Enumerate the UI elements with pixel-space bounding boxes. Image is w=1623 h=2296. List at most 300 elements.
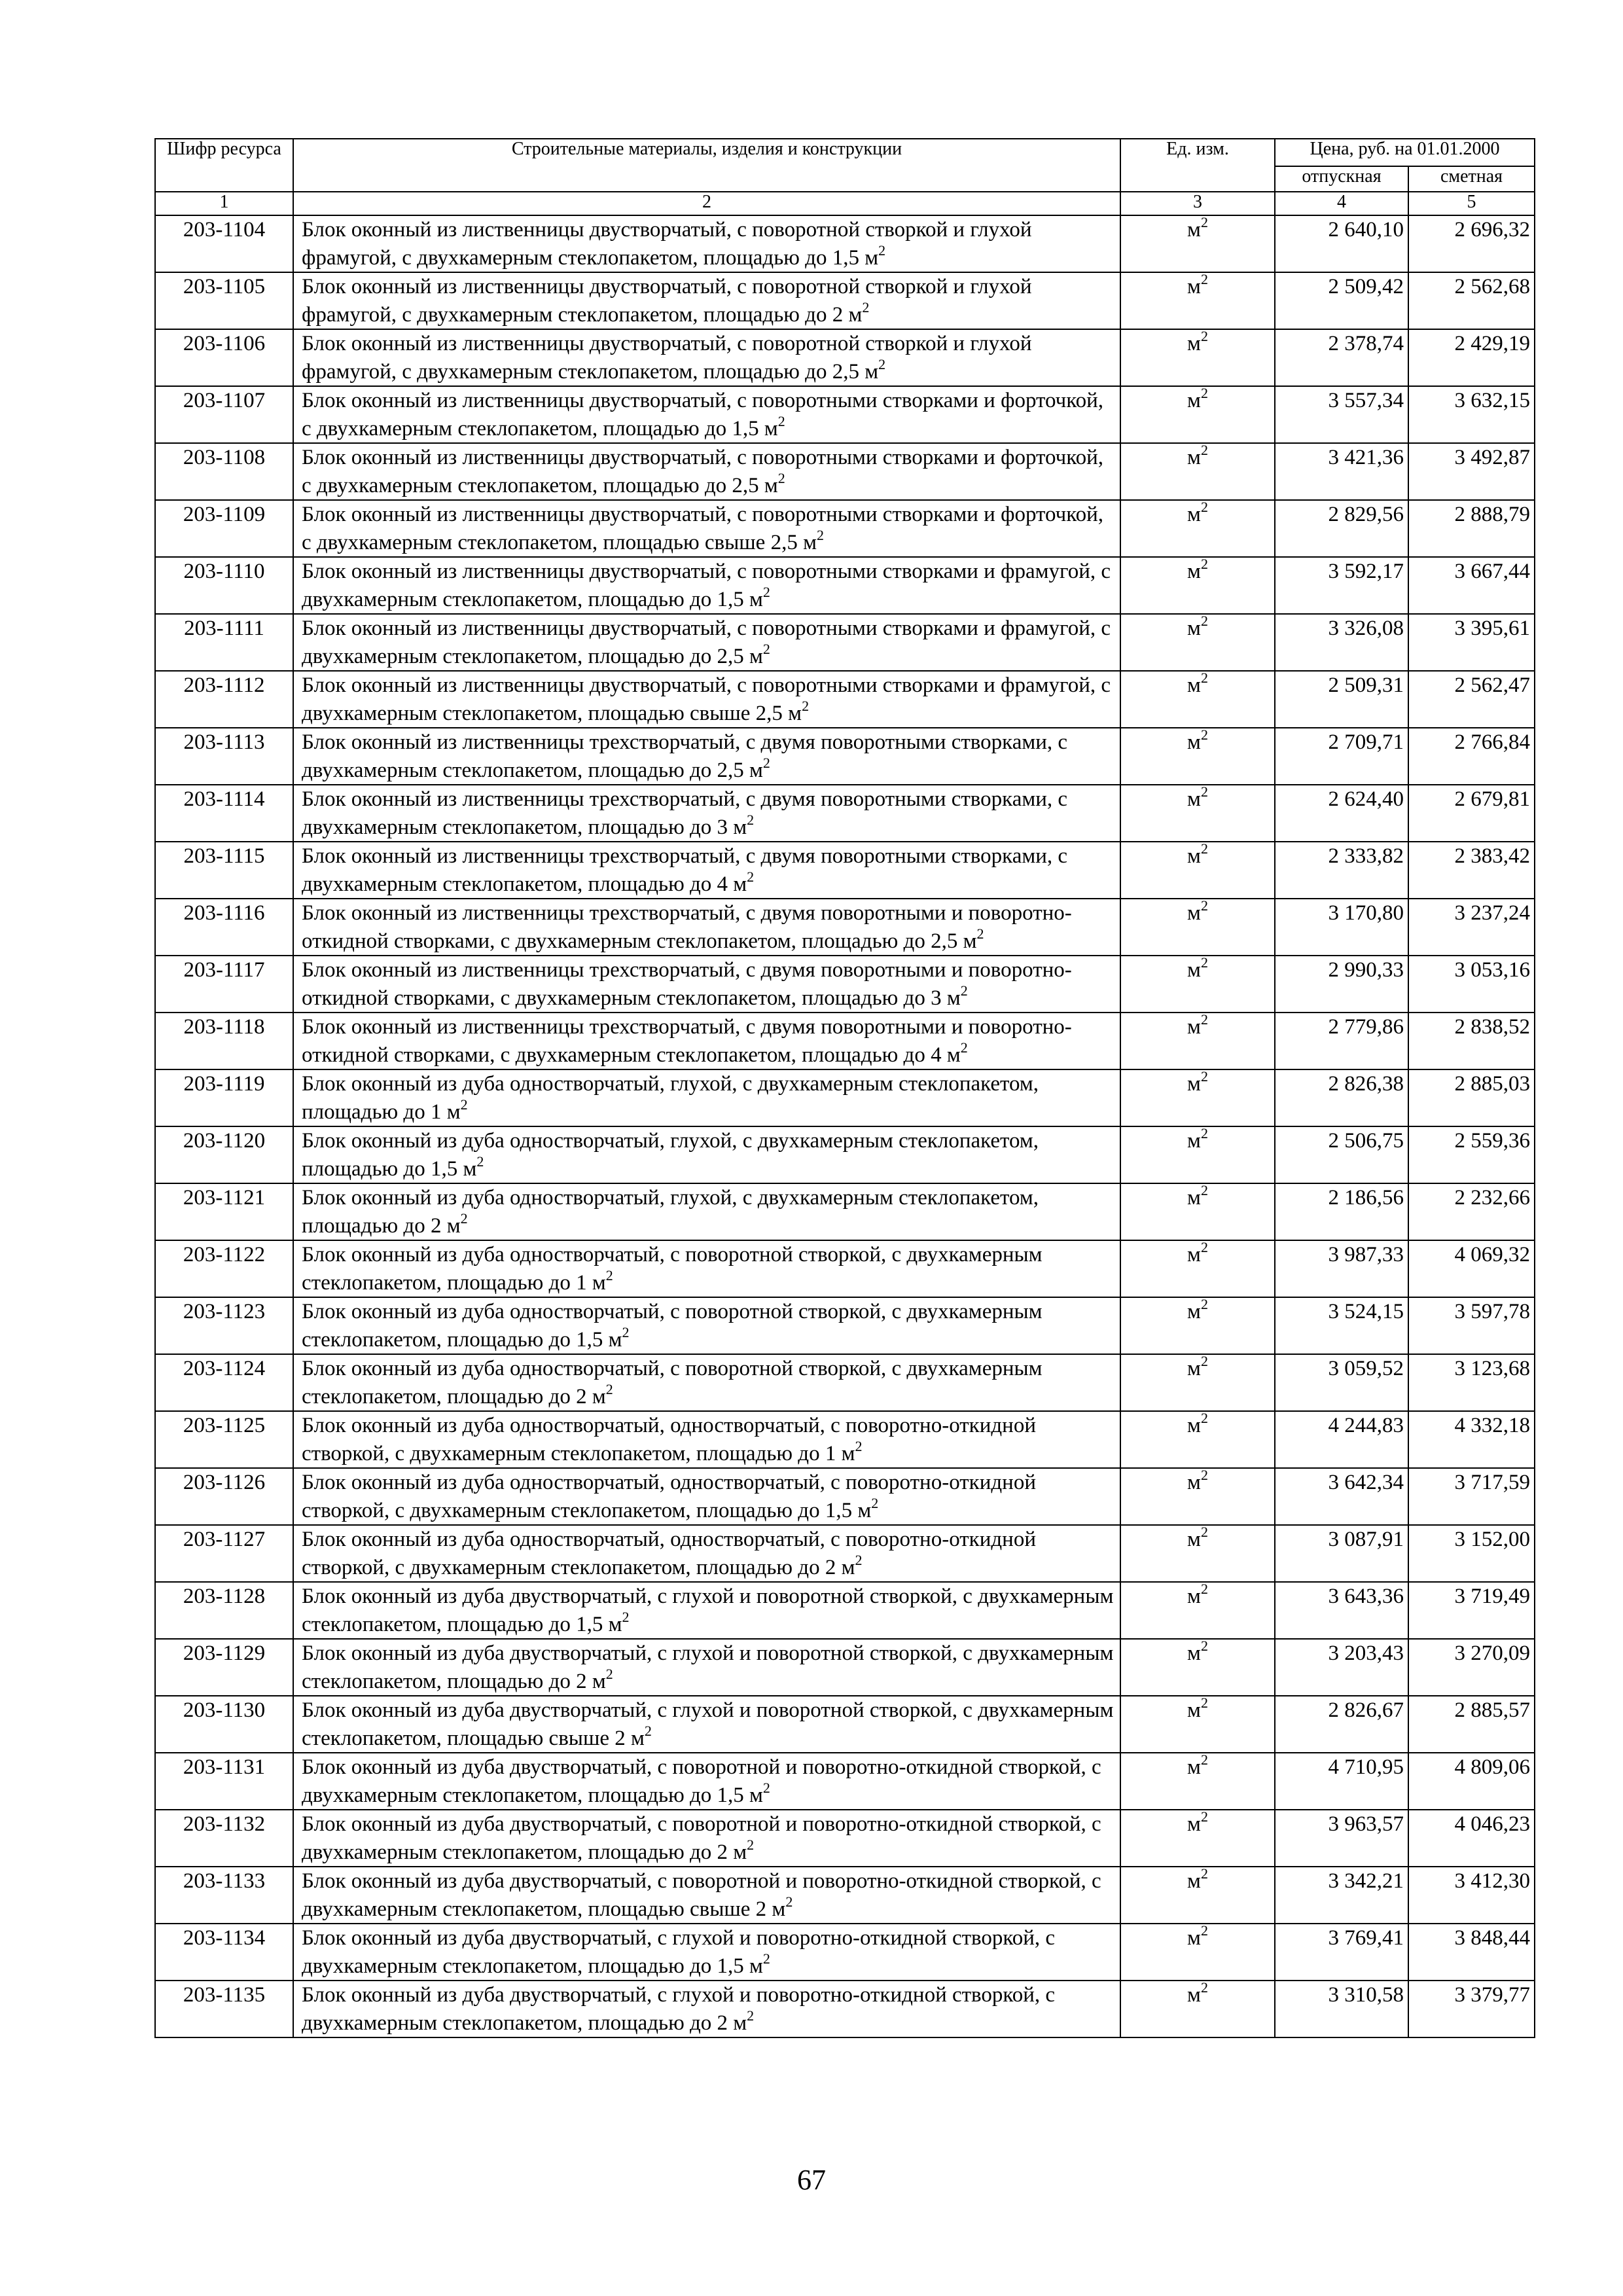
resource-code: 203-1126 [155,1468,293,1525]
price-estimate: 3 667,44 [1408,557,1535,614]
unit-cell [1120,386,1275,443]
price-estimate: 3 395,61 [1408,614,1535,671]
unit-text: м [1187,503,1201,526]
material-description [293,956,1120,1013]
unit-superscript: 2 [1200,1239,1208,1255]
table-row [155,1753,1535,1810]
area-unit-superscript: 2 [777,412,785,429]
price-release: 2 509,42 [1275,272,1408,329]
unit-cell [1120,1126,1275,1183]
unit-text: м [1187,1414,1201,1437]
description-text: Блок оконный из лиственницы двустворчатый, с поворотной створкой и глухой фрамугой, с двухкамерным стеклопакетом, площадью до 1,5 м [302,218,1032,270]
table-row [155,386,1535,443]
unit-cell [1120,1069,1275,1126]
price-estimate: 3 270,09 [1408,1639,1535,1696]
unit-superscript: 2 [1200,1296,1208,1312]
material-description [293,671,1120,728]
resource-code: 203-1116 [155,899,293,956]
price-estimate: 2 679,81 [1408,785,1535,842]
unit-cell [1120,1924,1275,1981]
unit-text: м [1187,1072,1201,1096]
unit-cell [1120,1810,1275,1867]
header-price-estimate: сметная [1408,166,1535,192]
material-description [293,1411,1120,1468]
resource-code: 203-1104 [155,215,293,272]
price-release: 3 203,43 [1275,1639,1408,1696]
resource-code: 203-1130 [155,1696,293,1753]
area-unit-superscript: 2 [460,1210,468,1227]
price-release: 2 709,71 [1275,728,1408,785]
area-unit-superscript: 2 [777,469,785,486]
price-estimate: 3 379,77 [1408,1981,1535,2037]
area-unit-superscript: 2 [747,868,755,885]
unit-cell [1120,785,1275,842]
price-estimate: 3 719,49 [1408,1582,1535,1639]
price-release: 3 557,34 [1275,386,1408,443]
unit-text: м [1187,1698,1201,1722]
price-release: 3 170,80 [1275,899,1408,956]
area-unit-superscript: 2 [976,925,984,942]
table-row [155,956,1535,1013]
price-estimate: 3 152,00 [1408,1525,1535,1582]
material-description [293,215,1120,272]
area-unit-superscript: 2 [762,1950,770,1967]
description-text: Блок оконный из дуба одностворчатый, с поворотной створкой, с двухкамерным стеклопакетом, площадью до 1 м [302,1243,1043,1295]
resource-code: 203-1107 [155,386,293,443]
price-release: 3 326,08 [1275,614,1408,671]
table-row [155,1354,1535,1411]
unit-cell [1120,1867,1275,1924]
price-estimate: 3 717,59 [1408,1468,1535,1525]
table-row [155,1013,1535,1069]
unit-text: м [1187,958,1201,982]
unit-cell [1120,500,1275,557]
unit-text: м [1187,1129,1201,1153]
page-number: 67 [797,2164,826,2196]
table-row [155,1468,1535,1525]
unit-superscript: 2 [1200,1865,1208,1882]
area-unit-superscript: 2 [605,1380,613,1397]
unit-text: м [1187,787,1201,811]
material-description [293,1240,1120,1297]
unit-text: м [1187,673,1201,697]
material-description [293,500,1120,557]
unit-text: м [1187,730,1201,754]
description-text: Блок оконный из лиственницы трехстворчатый, с двумя поворотными и поворотно-откидной створками, с двухкамерным стеклопакетом, площадью до 2,5 м [302,901,1072,953]
area-unit-superscript: 2 [871,1494,879,1511]
resource-code: 203-1115 [155,842,293,899]
price-estimate: 4 046,23 [1408,1810,1535,1867]
unit-superscript: 2 [1200,1524,1208,1540]
resource-code: 203-1122 [155,1240,293,1297]
price-estimate: 2 885,03 [1408,1069,1535,1126]
price-estimate: 2 766,84 [1408,728,1535,785]
price-release: 3 592,17 [1275,557,1408,614]
material-description [293,329,1120,386]
price-estimate: 4 332,18 [1408,1411,1535,1468]
price-release: 3 059,52 [1275,1354,1408,1411]
unit-superscript: 2 [1200,499,1208,515]
unit-superscript: 2 [1200,1695,1208,1711]
price-estimate: 2 885,57 [1408,1696,1535,1753]
material-description [293,1582,1120,1639]
resource-code: 203-1113 [155,728,293,785]
resource-code: 203-1108 [155,443,293,500]
table-row [155,899,1535,956]
unit-superscript: 2 [1200,1125,1208,1141]
material-description [293,1354,1120,1411]
unit-cell [1120,557,1275,614]
unit-cell [1120,671,1275,728]
table-row [155,500,1535,557]
material-description [293,1013,1120,1069]
price-estimate: 2 562,68 [1408,272,1535,329]
table-row [155,272,1535,329]
material-description [293,1126,1120,1183]
unit-text: м [1187,1357,1201,1380]
area-unit-superscript: 2 [802,697,810,714]
price-release: 2 378,74 [1275,329,1408,386]
price-release: 4 710,95 [1275,1753,1408,1810]
price-release: 2 506,75 [1275,1126,1408,1183]
table-row [155,1297,1535,1354]
resource-code: 203-1135 [155,1981,293,2037]
unit-cell [1120,329,1275,386]
unit-text: м [1187,1755,1201,1779]
unit-superscript: 2 [1200,613,1208,629]
price-estimate: 4 809,06 [1408,1753,1535,1810]
unit-cell [1120,842,1275,899]
description-text: Блок оконный из лиственницы трехстворчатый, с двумя поворотными створками, с двухкамерным стеклопакетом, площадью до 2,5 м [302,730,1068,782]
description-text: Блок оконный из дуба одностворчатый, одностворчатый, с поворотно-откидной створкой, с двухкамерным стеклопакетом, площадью до 1,5 м [302,1471,1036,1522]
unit-superscript: 2 [1200,214,1208,230]
material-description [293,785,1120,842]
table-row [155,614,1535,671]
unit-text: м [1187,1869,1201,1893]
material-description [293,1867,1120,1924]
resource-code: 203-1121 [155,1183,293,1240]
price-release: 3 524,15 [1275,1297,1408,1354]
price-estimate: 3 237,24 [1408,899,1535,956]
area-unit-superscript: 2 [785,1893,793,1910]
unit-text: м [1187,1186,1201,1210]
unit-cell [1120,1240,1275,1297]
price-release: 2 829,56 [1275,500,1408,557]
resource-code: 203-1124 [155,1354,293,1411]
area-unit-superscript: 2 [476,1153,484,1170]
material-description [293,1753,1120,1810]
header-material: Строительные материалы, изделия и конструкции [293,139,1120,192]
unit-cell [1120,443,1275,500]
resource-code: 203-1105 [155,272,293,329]
description-text: Блок оконный из лиственницы двустворчатый, с поворотными створками и фрамугой, с двухкамерным стеклопакетом, площадью свыше 2,5 м [302,673,1111,725]
resource-code: 203-1106 [155,329,293,386]
description-text: Блок оконный из дуба двустворчатый, с поворотной и поворотно-откидной створкой, с двухкамерным стеклопакетом, площадью до 2 м [302,1812,1101,1864]
unit-text: м [1187,617,1201,640]
unit-text: м [1187,1528,1201,1551]
resource-code: 203-1120 [155,1126,293,1183]
area-unit-superscript: 2 [878,355,886,372]
description-text: Блок оконный из дуба одностворчатый, одностворчатый, с поворотно-откидной створкой, с двухкамерным стеклопакетом, площадью до 2 м [302,1528,1036,1579]
material-description [293,272,1120,329]
unit-text: м [1187,560,1201,583]
price-release: 2 640,10 [1275,215,1408,272]
description-text: Блок оконный из дуба двустворчатый, с глухой и поворотной створкой, с двухкамерным стеклопакетом, площадью свыше 2 м [302,1698,1114,1750]
price-estimate: 2 562,47 [1408,671,1535,728]
table-row [155,443,1535,500]
unit-cell [1120,1013,1275,1069]
description-text: Блок оконный из дуба двустворчатый, с поворотной и поворотно-откидной створкой, с двухкамерным стеклопакетом, площадью до 1,5 м [302,1755,1101,1807]
resource-code: 203-1114 [155,785,293,842]
price-table [154,138,1535,2038]
unit-superscript: 2 [1200,1751,1208,1768]
material-description [293,1468,1120,1525]
unit-text: м [1187,446,1201,469]
unit-text: м [1187,389,1201,412]
area-unit-superscript: 2 [762,754,770,771]
resource-code: 203-1117 [155,956,293,1013]
unit-superscript: 2 [1200,897,1208,914]
unit-superscript: 2 [1200,1808,1208,1825]
description-text: Блок оконный из лиственницы двустворчатый, с поворотными створками и форточкой, с двухкамерным стеклопакетом, площадью до 1,5 м [302,389,1104,440]
price-estimate: 3 848,44 [1408,1924,1535,1981]
unit-text: м [1187,901,1201,925]
description-text: Блок оконный из лиственницы двустворчатый, с поворотными створками и фрамугой, с двухкамерным стеклопакетом, площадью до 1,5 м [302,560,1111,611]
table-row [155,329,1535,386]
table-row [155,1810,1535,1867]
resource-code: 203-1131 [155,1753,293,1810]
description-text: Блок оконный из лиственницы двустворчатый, с поворотной створкой и глухой фрамугой, с двухкамерным стеклопакетом, площадью до 2,5 м [302,332,1032,384]
material-description [293,614,1120,671]
unit-text: м [1187,1585,1201,1608]
unit-cell [1120,728,1275,785]
area-unit-superscript: 2 [878,242,886,259]
unit-superscript: 2 [1200,328,1208,344]
unit-text: м [1187,844,1201,868]
description-text: Блок оконный из дуба одностворчатый, глухой, с двухкамерным стеклопакетом, площадью до 1 м [302,1072,1039,1124]
resource-code: 203-1134 [155,1924,293,1981]
unit-text: м [1187,218,1201,242]
description-text: Блок оконный из дуба одностворчатый, с поворотной створкой, с двухкамерным стеклопакетом, площадью до 1,5 м [302,1300,1043,1352]
unit-superscript: 2 [1200,783,1208,800]
material-description [293,386,1120,443]
resource-code: 203-1129 [155,1639,293,1696]
price-estimate: 3 053,16 [1408,956,1535,1013]
description-text: Блок оконный из лиственницы двустворчатый, с поворотными створками и форточкой, с двухкамерным стеклопакетом, площадью до 2,5 м [302,446,1104,497]
area-unit-superscript: 2 [816,526,824,543]
table-row [155,1981,1535,2037]
column-number: 5 [1408,192,1535,215]
unit-cell [1120,1468,1275,1525]
price-release: 2 990,33 [1275,956,1408,1013]
description-text: Блок оконный из лиственницы двустворчатый, с поворотными створками и форточкой, с двухкамерным стеклопакетом, площадью свыше 2,5 м [302,503,1104,554]
description-text: Блок оконный из дуба двустворчатый, с поворотной и поворотно-откидной створкой, с двухкамерным стеклопакетом, площадью свыше 2 м [302,1869,1101,1921]
unit-superscript: 2 [1200,1638,1208,1654]
resource-code: 203-1125 [155,1411,293,1468]
unit-text: м [1187,332,1201,355]
unit-cell [1120,1582,1275,1639]
price-release: 2 826,38 [1275,1069,1408,1126]
resource-code: 203-1110 [155,557,293,614]
resource-code: 203-1119 [155,1069,293,1126]
resource-code: 203-1112 [155,671,293,728]
unit-superscript: 2 [1200,670,1208,686]
material-description [293,443,1120,500]
table-row [155,1525,1535,1582]
description-text: Блок оконный из лиственницы двустворчатый, с поворотными створками и фрамугой, с двухкамерным стеклопакетом, площадью до 2,5 м [302,617,1111,668]
price-release: 2 333,82 [1275,842,1408,899]
unit-cell [1120,215,1275,272]
area-unit-superscript: 2 [622,1608,630,1625]
table-row [155,1069,1535,1126]
unit-text: м [1187,1300,1201,1323]
unit-superscript: 2 [1200,1467,1208,1483]
material-description [293,1183,1120,1240]
price-estimate: 2 559,36 [1408,1126,1535,1183]
table-row [155,671,1535,728]
area-unit-superscript: 2 [622,1323,630,1340]
area-unit-superscript: 2 [644,1722,652,1739]
unit-superscript: 2 [1200,1182,1208,1198]
area-unit-superscript: 2 [747,2007,755,2024]
material-description [293,1696,1120,1753]
unit-superscript: 2 [1200,1068,1208,1085]
table-row [155,728,1535,785]
price-estimate: 2 888,79 [1408,500,1535,557]
unit-text: м [1187,1015,1201,1039]
unit-text: м [1187,1471,1201,1494]
table-header [155,139,1535,215]
price-estimate: 3 632,15 [1408,386,1535,443]
description-text: Блок оконный из дуба одностворчатый, одностворчатый, с поворотно-откидной створкой, с двухкамерным стеклопакетом, площадью до 1 м [302,1414,1036,1465]
column-number: 1 [155,192,293,215]
price-estimate: 4 069,32 [1408,1240,1535,1297]
unit-superscript: 2 [1200,726,1208,743]
area-unit-superscript: 2 [960,1039,968,1056]
header-price: Цена, руб. на 01.01.2000 [1275,139,1535,166]
price-release: 3 963,57 [1275,1810,1408,1867]
unit-cell [1120,1696,1275,1753]
table-body [155,215,1535,2037]
area-unit-superscript: 2 [747,1836,755,1853]
description-text: Блок оконный из дуба двустворчатый, с глухой и поворотно-откидной створкой, с двухкамерным стеклопакетом, площадью до 1,5 м [302,1926,1056,1978]
price-estimate: 3 412,30 [1408,1867,1535,1924]
unit-superscript: 2 [1200,556,1208,572]
material-description [293,842,1120,899]
area-unit-superscript: 2 [762,583,770,600]
unit-cell [1120,1411,1275,1468]
price-estimate: 3 123,68 [1408,1354,1535,1411]
material-description [293,1810,1120,1867]
table-row [155,1867,1535,1924]
unit-superscript: 2 [1200,1410,1208,1426]
price-estimate: 3 492,87 [1408,443,1535,500]
unit-text: м [1187,1926,1201,1950]
unit-cell [1120,956,1275,1013]
description-text: Блок оконный из лиственницы трехстворчатый, с двумя поворотными и поворотно-откидной створками, с двухкамерным стеклопакетом, площадью до 3 м [302,958,1072,1010]
price-release: 2 624,40 [1275,785,1408,842]
area-unit-superscript: 2 [855,1437,863,1454]
unit-cell [1120,272,1275,329]
area-unit-superscript: 2 [762,640,770,657]
price-release: 3 643,36 [1275,1582,1408,1639]
table-row [155,1696,1535,1753]
table-row [155,1582,1535,1639]
price-release: 2 826,67 [1275,1696,1408,1753]
table-row [155,215,1535,272]
unit-cell [1120,899,1275,956]
material-description [293,1924,1120,1981]
table-row [155,842,1535,899]
unit-superscript: 2 [1200,442,1208,458]
column-number: 4 [1275,192,1408,215]
material-description [293,1069,1120,1126]
table-row [155,1183,1535,1240]
table-row [155,1639,1535,1696]
description-text: Блок оконный из лиственницы трехстворчатый, с двумя поворотными створками, с двухкамерным стеклопакетом, площадью до 3 м [302,787,1068,839]
price-release: 4 244,83 [1275,1411,1408,1468]
column-number: 3 [1120,192,1275,215]
area-unit-superscript: 2 [605,1266,613,1283]
unit-superscript: 2 [1200,1353,1208,1369]
unit-text: м [1187,1641,1201,1665]
column-number: 2 [293,192,1120,215]
unit-superscript: 2 [1200,1979,1208,1996]
description-text: Блок оконный из дуба двустворчатый, с глухой и поворотной створкой, с двухкамерным стеклопакетом, площадью до 1,5 м [302,1585,1114,1636]
material-description [293,899,1120,956]
material-description [293,557,1120,614]
area-unit-superscript: 2 [960,982,968,999]
unit-superscript: 2 [1200,1011,1208,1028]
area-unit-superscript: 2 [762,1779,770,1796]
description-text: Блок оконный из дуба одностворчатый, глухой, с двухкамерным стеклопакетом, площадью до 1,5 м [302,1129,1039,1181]
resource-code: 203-1128 [155,1582,293,1639]
unit-cell [1120,1297,1275,1354]
price-release: 3 769,41 [1275,1924,1408,1981]
description-text: Блок оконный из дуба двустворчатый, с глухой и поворотной створкой, с двухкамерным стеклопакетом, площадью до 2 м [302,1641,1114,1693]
area-unit-superscript: 2 [862,298,870,315]
resource-code: 203-1123 [155,1297,293,1354]
header-code: Шифр ресурса [155,139,293,192]
price-release: 2 509,31 [1275,671,1408,728]
material-description [293,728,1120,785]
description-text: Блок оконный из лиственницы двустворчатый, с поворотной створкой и глухой фрамугой, с двухкамерным стеклопакетом, площадью до 2 м [302,275,1032,327]
unit-cell [1120,1753,1275,1810]
description-text: Блок оконный из лиственницы трехстворчатый, с двумя поворотными и поворотно-откидной створками, с двухкамерным стеклопакетом, площадью до 4 м [302,1015,1072,1067]
table-row [155,1240,1535,1297]
material-description [293,1525,1120,1582]
unit-cell [1120,1183,1275,1240]
table-row [155,1126,1535,1183]
resource-code: 203-1132 [155,1810,293,1867]
price-release: 3 987,33 [1275,1240,1408,1297]
table-row [155,785,1535,842]
unit-cell [1120,1354,1275,1411]
unit-superscript: 2 [1200,954,1208,971]
price-release: 3 642,34 [1275,1468,1408,1525]
resource-code: 203-1127 [155,1525,293,1582]
resource-code: 203-1109 [155,500,293,557]
price-release: 3 310,58 [1275,1981,1408,2037]
area-unit-superscript: 2 [855,1551,863,1568]
resource-code: 203-1133 [155,1867,293,1924]
material-description [293,1297,1120,1354]
price-estimate: 2 696,32 [1408,215,1535,272]
material-description [293,1639,1120,1696]
unit-cell [1120,1525,1275,1582]
price-estimate: 3 597,78 [1408,1297,1535,1354]
price-estimate: 2 838,52 [1408,1013,1535,1069]
